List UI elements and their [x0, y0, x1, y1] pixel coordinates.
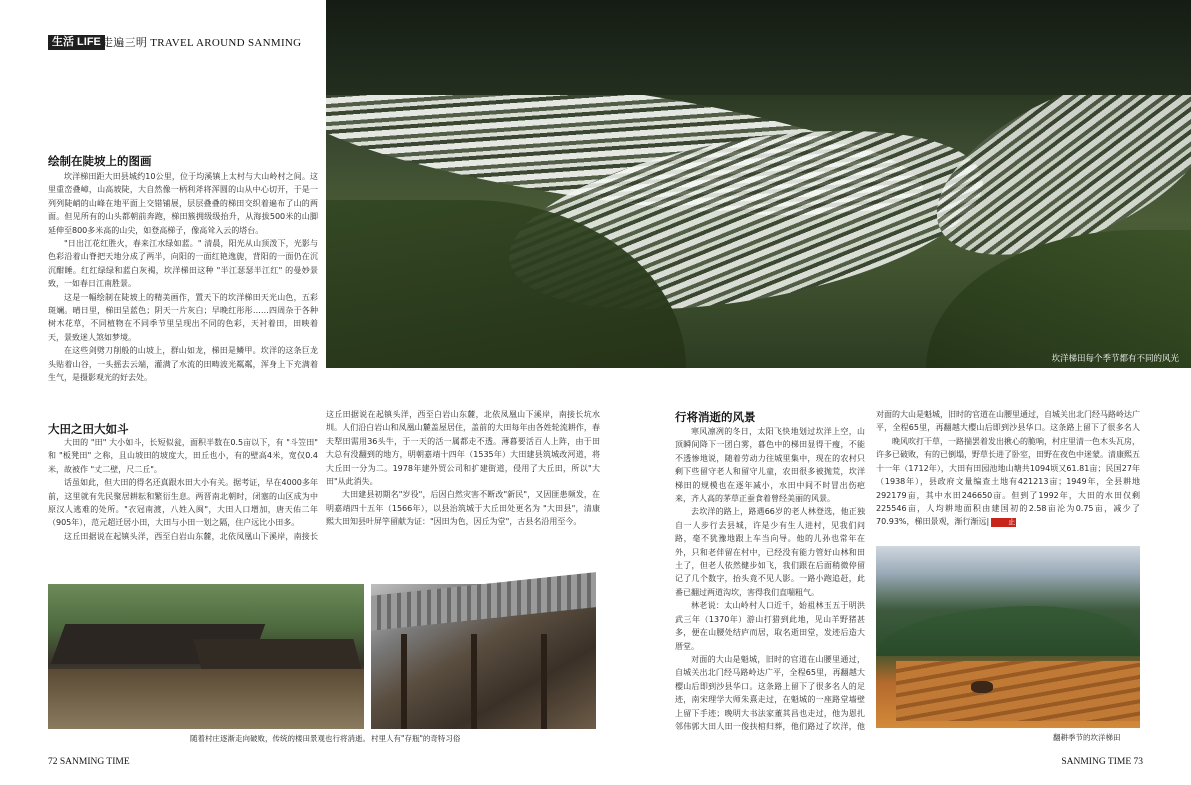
paragraph: 对面的大山是魁城，旧时的官道在山腰里通过，自城关出北门经马路岭达广平，全程65里，再翻越大樱山后即到沙县华口。这条路上留下了很多名人的足迹，南宋理学大师朱熹走过，在魁城的一座路堂墙壁上留下手迹；晚明大书法家董其昌也走过，他为恩扎邻伟郭大田人田一俊扶棺归葬，他们路过了坎洋，他 [675, 654, 865, 731]
paragraph-text: 晚风吹打干草，一路揣罢着发出揪心的脆响，村庄里清一色木头瓦房，许多已破败，有的已倒塌，野草长进了卧室，田野在夜色中迷蒙。清康熙五十一年（1712年），大田有田园池地山塘共1094顷又61.81亩；民国27年（1938年），县政府文量编查土地有421213亩；1949年，全县耕地292179亩，其中水田246650亩。但到了1992年，大田的水田仅剩225546亩，人均耕地面积由建国初的2.58亩沦为0.75亩，减少了70.93%，梯田景观，渐行渐远| [876, 437, 1140, 527]
section-body-2 [48, 436, 318, 543]
paragraph: 林老说：太山岭村人口近千，始祖林玉五于明洪武三年（1370年）游山打猎到此地，见山羊野猪甚多，便在山腰处结庐而居，取名逝田堂，发迹后造大厝堂。 [675, 601, 865, 651]
paragraph: 寒风凛冽的冬日，太阳飞快地划过坎洋上空，山顶瞬间降下一团白雾，暮色中的梯田显得干瘦，不能不透惨地说，随着劳动力往城里集中，现在的农村只剩下些留守老人和留守儿童，农田很多被抛荒，坎洋梯田的规模也在逐年减小，水田中间不时冒出伤疤来，齐人高的茅草正蚕食着曾经美丽的风景。 [675, 427, 865, 504]
plowing-photo [876, 546, 1140, 728]
paragraph: 这丘田据说在起镇头洋，西至白岩山东麓，北依凤凰山下溪岸，南接长坑水圳。人们沿白岩山和凤凰山麓盖屋居住，盖前的大田每年由各姓轮流耕作，春夫犁田需用36头牛，于一天的活一属都走不透。薄暮要活百人上阵，由于田大总有没翻到的地方，明朝嘉靖十四年（1535年）大田建县筑城改河道，将大丘田一分为二。1978年建外贸公司和扩建街道，侵用了大丘田，所以"大田"从此消失。 [326, 410, 600, 487]
paragraph: 大田的 "田" 大小如斗，长短似瓮，面积半数在0.5亩以下，有 "斗笠田" 和 "板凳田" 之称，且山坡田的坡度大，田丘也小，有的壁高4米，宽仅0.4米，故被作 "丈二壁，尺二丘"。 [48, 438, 318, 474]
village-photo [48, 584, 364, 729]
page-number-right: SANMING TIME 73 [1061, 757, 1143, 767]
section-body-3-cont [876, 408, 1140, 529]
paragraph: 这丘田据说在起镇头洋，西至白岩山东麓，北依凤凰山下溪岸，南接长 [64, 531, 318, 541]
paragraph: 这是一幅绘制在陡坡上的精美画作，置天下的坎洋梯田天光山色，五彩斑斓。晴日里，梯田呈蓝色；阴天一片灰白；早晚红彤彤……四周杂于各种树木花草，不同植物在不同季节里呈现出不同的色彩，天衬着田，田映着天，景致迷人煞如梦境。 [48, 292, 318, 342]
paragraph: 坎洋梯田距大田县城约10公里，位于均溪镇上太村与大山岭村之间。这里重峦叠嶂，山高坡陡，大自然像一柄利斧将浑圆的山从中心切开，于是一列列陡峭的山峰在地平面上交错铺展，层层叠叠的梯田交织着遍布了山的两面。但见所有的山头都朝前奔跑，梯田簇拥级级抬升，从海拔500米的山脚延伸至800多米高的山尖，如登高梯子，像高耸入云的塔台。 [48, 172, 318, 235]
end-mark-icon: 止 [991, 518, 1016, 527]
section-body-3 [675, 425, 865, 733]
paragraph [876, 435, 1140, 529]
paragraph: "日出江花红胜火，春来江水绿如蓝。" 清晨，阳光从山顶泼下，光影与色彩沿着山脊把天地分成了两半，向阳的一面红艳逸旎，背阳的一面仍在沉沉酣睡。红红绿绿和蓝白灰褐，坎洋梯田这种 "半江瑟瑟半江红" 的曼妙景致，一如春日江南胜景。 [48, 239, 318, 289]
series-title: 走遍三明 TRAVEL AROUND SANMING [102, 37, 302, 49]
section-title-3: 行将消逝的风景 [675, 410, 756, 424]
section-title-1: 绘制在陡坡上的图画 [48, 154, 152, 168]
paragraph: 话虽如此，但大田的得名还真跟水田大小有关。据考证，早在4000多年前，这里就有先民聚居耕耘和繁衍生息。两晋南北朝时，闭塞的山区成为中原汉人逃难的处所。"衣冠南渡，八姓入闽"，大田人口增加，唐天佑二年（905年），范元超迁居小田，大田与小田一划之隔，住户远比小田多。 [48, 478, 318, 528]
roof-photo [371, 584, 596, 729]
village-photo-caption: 随着村庄逐渐走向破败，传统的楼田景观也行将消逝。 [190, 734, 370, 743]
paragraph: 对面的大山是魁城，旧时的官道在山腰里通过，自城关出北门经马路岭达广平，全程65里，再翻越大樱山后即到沙县华口。这条路上留下了很多名人 [876, 410, 1140, 433]
plowing-photo-caption: 翻耕季节的坎洋梯田 [1053, 733, 1121, 742]
paragraph: 在这些剑劈刀削般的山坡上，群山如龙，梯田是鳞甲。坎洋的这条巨龙头贴着山谷，一头摇去云端，灌满了水流的田畴波光粼粼，浑身上下充满着生气，是摄影观光的好去处。 [48, 346, 318, 383]
roof-photo-caption: 村里人有"存瓶"的奇特习俗 [371, 734, 461, 743]
main-photo-caption: 坎洋梯田每个季节都有不同的风光 [1051, 354, 1179, 364]
paragraph: 去坎洋的路上，路遇66岁的老人林登选，他正独自一人步行去县城，许是少有生人进村，见我们问路，毫不犹豫地跟上车当向导。他的儿孙也常年在外，只和老伴留在村中，已经没有能力管好山林和田土了，但老人依然健步如飞，我们跟在后面稍微停留记了几个数字，抬头竟不见人影。一路小跑追赶，此番已翻过两道沟坎，害得我们直喘粗气。 [675, 507, 865, 597]
section-body-2-cont [326, 408, 600, 529]
section-title-2: 大田之田大如斗 [48, 422, 129, 436]
page-number-left: 72 SANMING TIME [48, 757, 130, 767]
paragraph: 大田建县初期名"岁役"，后因白然灾害不断改"新民"，又因匪患频发，在明嘉靖四十五年（1566年），以县治筑城于大丘田处更名为 "大田县"，清康熙大田知县叶屏竽留献为证："因田为色，因丘为堂"，古县名沿用至今。 [326, 490, 600, 527]
terraces-photo [326, 0, 1191, 368]
section-tag: 生活 LIFE [48, 35, 105, 50]
section-body-1 [48, 170, 318, 385]
